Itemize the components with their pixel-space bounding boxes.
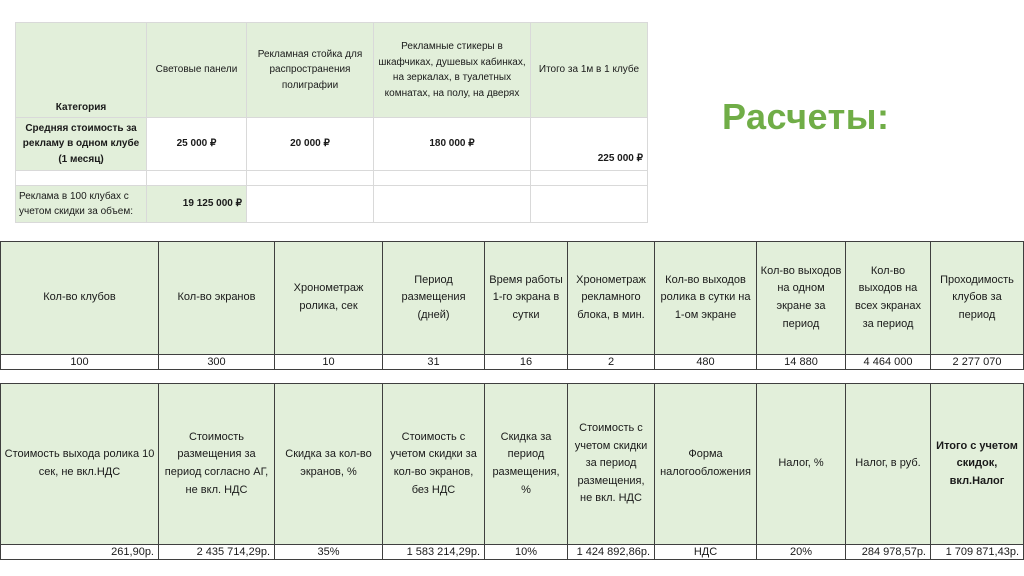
value-block-duration: 2	[568, 355, 655, 370]
value-screen-hours: 16	[485, 355, 568, 370]
header-block-duration: Хронометраж рекламного блока, в мин.	[568, 242, 655, 355]
header-stickers: Рекламные стикеры в шкафчиках, душевых кабинках, на зеркалах, в туалетных комнатах, на полу, на дверях	[374, 23, 531, 118]
value-daily-airings: 480	[655, 355, 757, 370]
value-clip-duration: 10	[275, 355, 383, 370]
avg-light-panels: 25 000 ₽	[147, 118, 247, 171]
empty-cell	[531, 171, 648, 186]
ad-cost-table	[15, 22, 648, 223]
value-clubs-count: 100	[1, 355, 159, 370]
header-light-panels: Световые панели	[147, 23, 247, 118]
row-avg-label: Средняя стоимость за рекламу в одном клубе (1 месяц)	[16, 118, 147, 171]
header-clip-duration: Хронометраж ролика, сек	[275, 242, 383, 355]
value-screens-discount: 35%	[275, 545, 383, 560]
header-screens-count: Кол-во экранов	[159, 242, 275, 355]
header-daily-airings: Кол-во выходов ролика в сутки на 1-ом экране	[655, 242, 757, 355]
empty-cell	[147, 171, 247, 186]
value-tax-rub: 284 978,57р.	[846, 545, 931, 560]
page-title: Расчеты:	[722, 96, 890, 137]
value-clip-cost: 261,90р.	[1, 545, 159, 560]
value-club-traffic: 2 277 070	[931, 355, 1024, 370]
row-100-label: Реклама в 100 клубах с учетом скидки за объем:	[16, 186, 147, 223]
header-tax-percent: Налог, %	[757, 384, 846, 545]
header-period-airings-one: Кол-во выходов на одном экране за период	[757, 242, 846, 355]
value-period-airings-one: 14 880	[757, 355, 846, 370]
value-placement-cost: 2 435 714,29р.	[159, 545, 275, 560]
value-screens-count: 300	[159, 355, 275, 370]
header-screens-discount: Скидка за кол-во экранов, %	[275, 384, 383, 545]
header-clubs-count: Кол-во клубов	[1, 242, 159, 355]
empty-cell	[247, 171, 374, 186]
empty-cell	[374, 186, 531, 223]
pricing-table	[0, 383, 1024, 560]
header-clip-cost: Стоимость выхода ролика 10 сек, не вкл.НДС	[1, 384, 159, 545]
value-cost-after-screens-discount: 1 583 214,29р.	[383, 545, 485, 560]
value-placement-period: 31	[383, 355, 485, 370]
header-placement-cost: Стоимость размещения за период согласно АГ, не вкл. НДС	[159, 384, 275, 545]
avg-stickers: 180 000 ₽	[374, 118, 531, 171]
screens-table	[0, 241, 1024, 370]
header-total-per-club: Итого за 1м в 1 клубе	[531, 23, 648, 118]
header-cost-after-period-discount: Стоимость с учетом скидки за период размещения, не вкл. НДС	[568, 384, 655, 545]
header-grand-total: Итого с учетом скидок, вкл.Налог	[931, 384, 1024, 545]
avg-promo-stand: 20 000 ₽	[247, 118, 374, 171]
header-category: Категория	[16, 23, 147, 118]
value-tax-percent: 20%	[757, 545, 846, 560]
header-period-discount: Скидка за период размещения, %	[485, 384, 568, 545]
empty-cell	[16, 171, 147, 186]
header-tax-form: Форма налогообложения	[655, 384, 757, 545]
value-grand-total: 1 709 871,43р.	[931, 545, 1024, 560]
empty-cell	[531, 186, 648, 223]
header-period-airings-all: Кол-во выходов на всех экранах за период	[846, 242, 931, 355]
header-screen-hours: Время работы 1-го экрана в сутки	[485, 242, 568, 355]
empty-cell	[247, 186, 374, 223]
header-tax-rub: Налог, в руб.	[846, 384, 931, 545]
header-club-traffic: Проходимость клубов за период	[931, 242, 1024, 355]
avg-total: 225 000 ₽	[531, 118, 648, 171]
value-cost-after-period-discount: 1 424 892,86р.	[568, 545, 655, 560]
header-promo-stand: Рекламная стойка для распространения полиграфии	[247, 23, 374, 118]
empty-cell	[374, 171, 531, 186]
value-period-airings-all: 4 464 000	[846, 355, 931, 370]
value-period-discount: 10%	[485, 545, 568, 560]
row-100-value: 19 125 000 ₽	[147, 186, 247, 223]
header-placement-period: Период размещения (дней)	[383, 242, 485, 355]
value-tax-form: НДС	[655, 545, 757, 560]
header-cost-after-screens-discount: Стоимость с учетом скидки за кол-во экранов, без НДС	[383, 384, 485, 545]
